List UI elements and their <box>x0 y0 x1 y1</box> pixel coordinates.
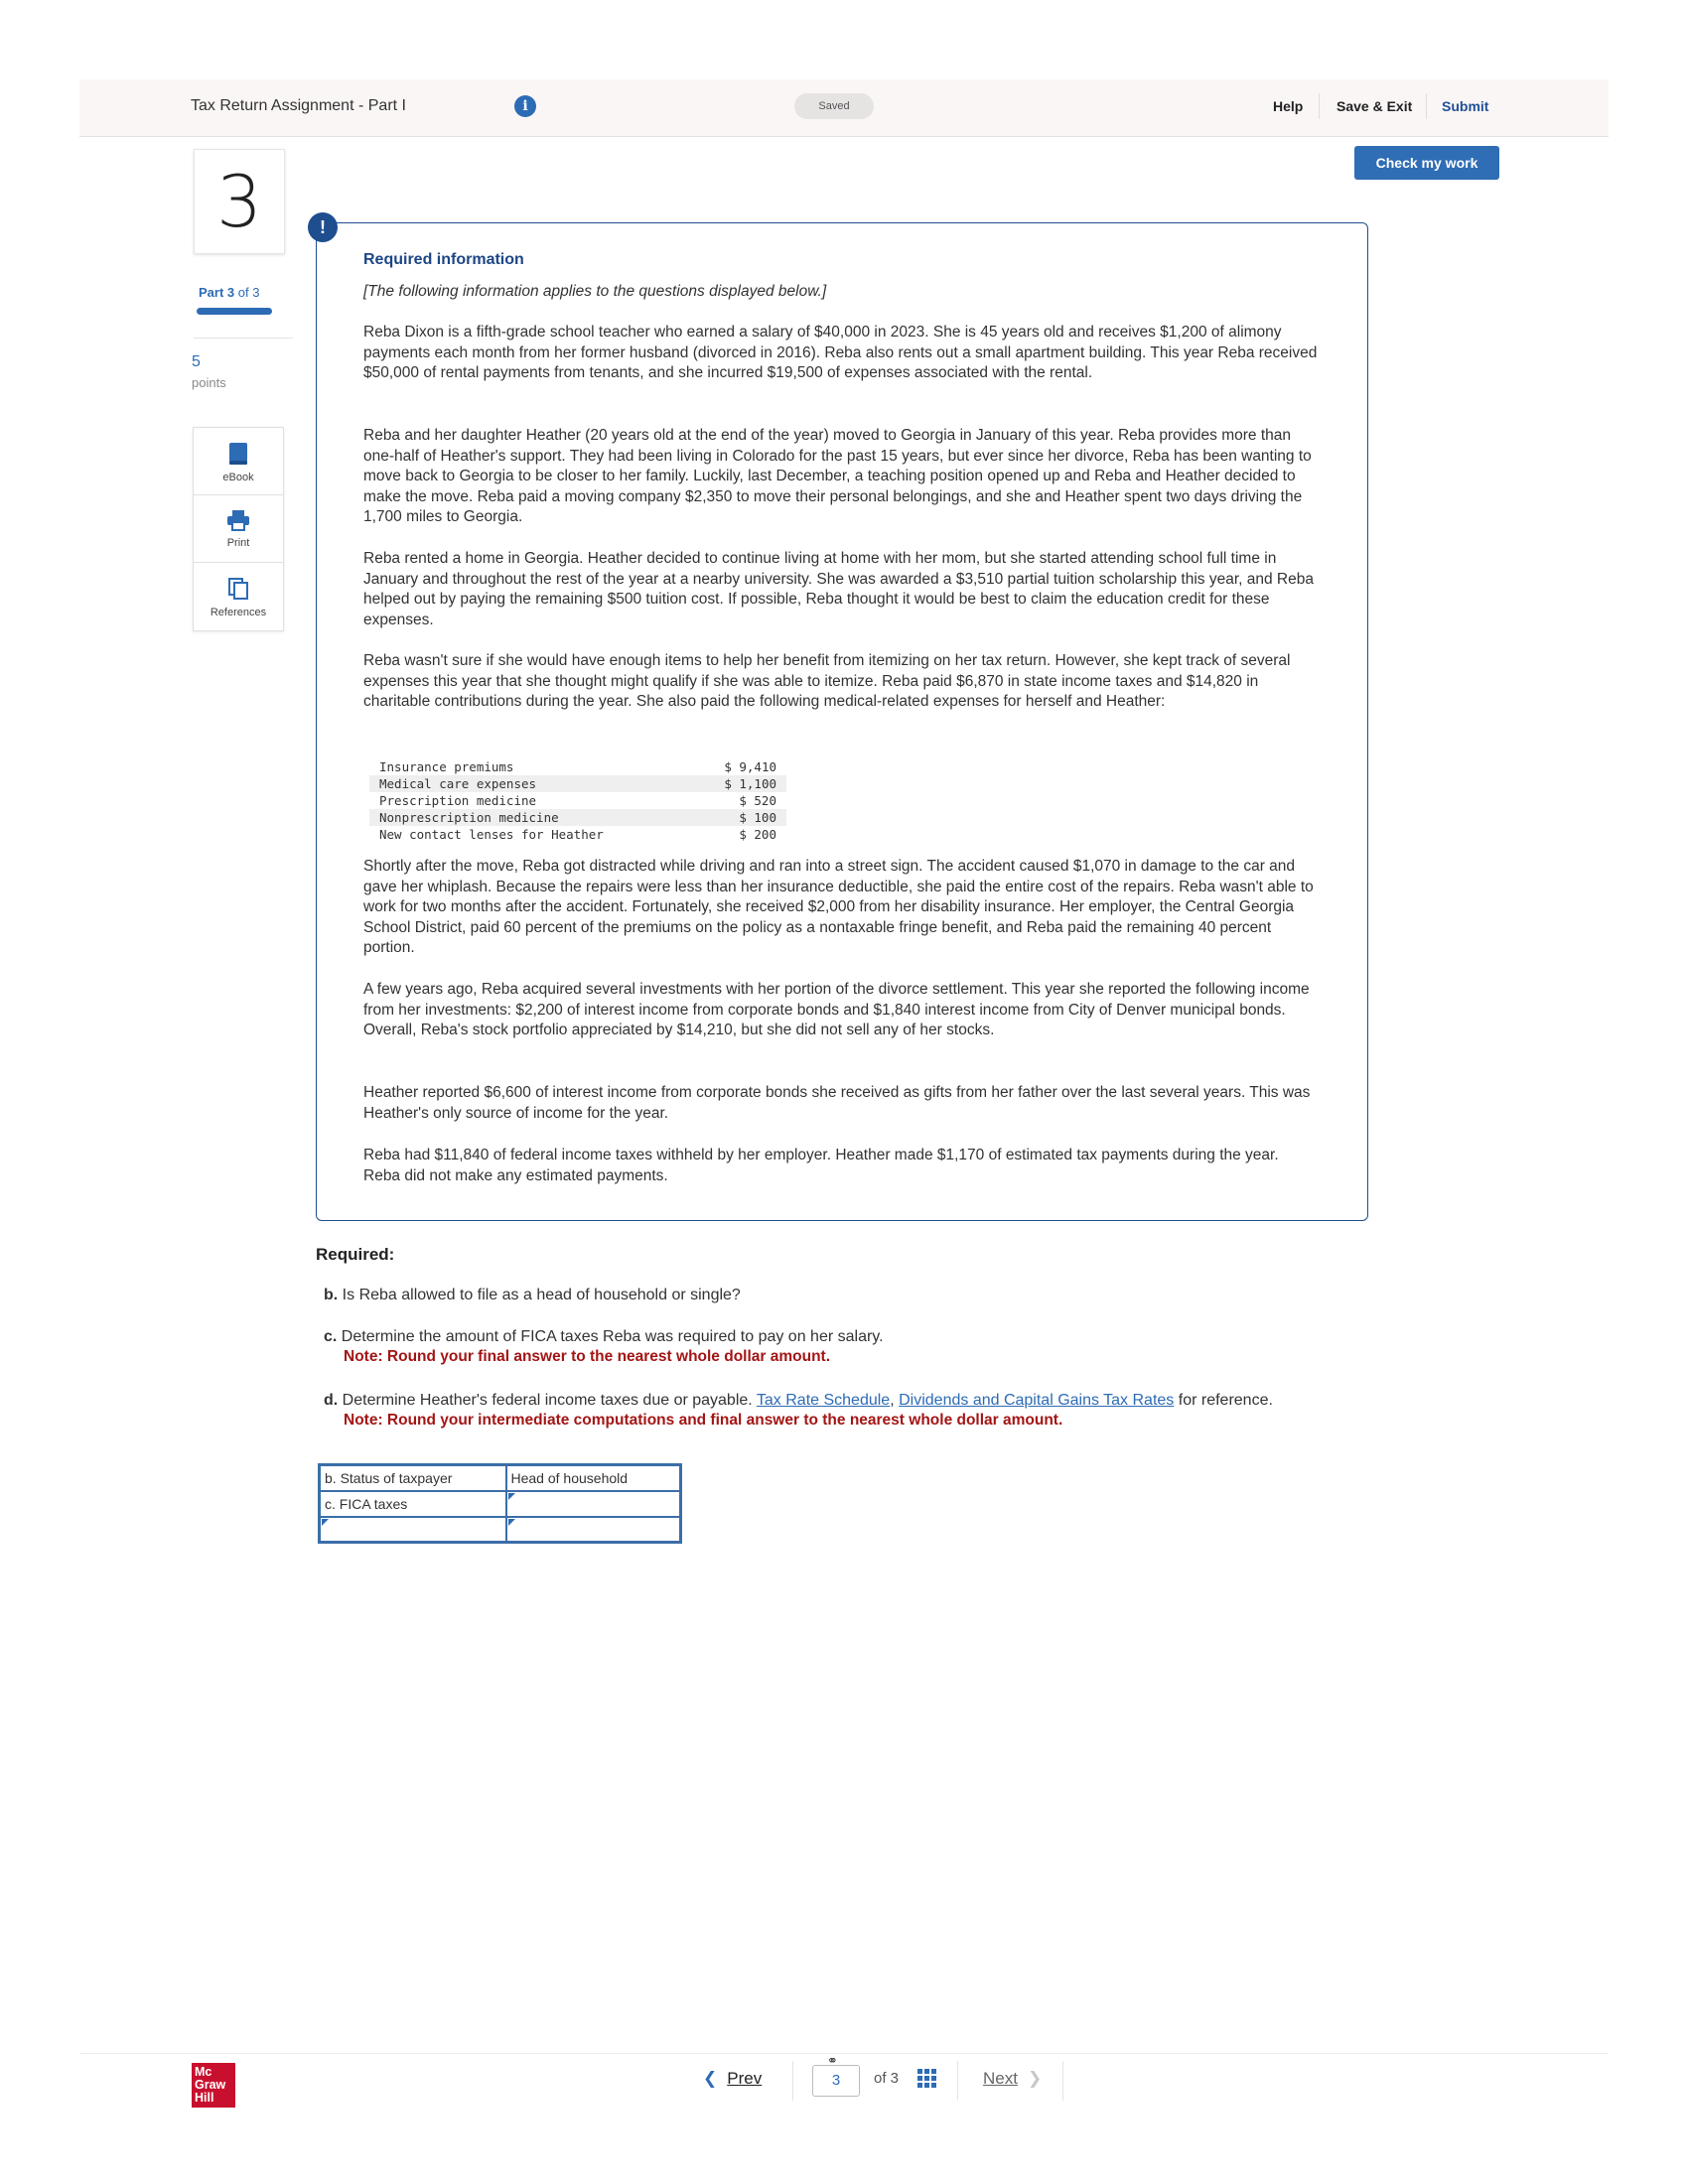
question-text: Determine Heather's federal income taxes due or payable. <box>342 1392 753 1409</box>
required-heading: Required: <box>316 1245 395 1264</box>
print-label: Print <box>226 537 250 549</box>
top-bar <box>79 79 1609 137</box>
expense-item: Nonprescription medicine <box>369 809 677 826</box>
table-row <box>369 809 786 826</box>
answer-label: c. FICA taxes <box>320 1491 506 1517</box>
comma: , <box>890 1392 895 1409</box>
table-row <box>369 758 786 775</box>
points-label: points <box>192 375 226 390</box>
check-my-work-button[interactable]: Check my work <box>1354 146 1499 180</box>
next-button[interactable] <box>983 2069 1042 2089</box>
expense-amount: $ 200 <box>739 827 776 842</box>
question-letter: b. <box>324 1287 339 1303</box>
ebook-button[interactable] <box>194 428 283 495</box>
part-current: 3 <box>226 285 235 300</box>
answer-label-input[interactable] <box>320 1517 506 1543</box>
scenario-paragraph: A few years ago, Reba acquired several investments with her portion of the divorce settlement. This year she reported the following income from her investments: $2,200 of interest income from corporate bonds and $1,840 interest income from City of Denver municipal bonds. Overall, Reba's stock portfolio appreciated by $14,210, but she did not sell any of her stocks. <box>363 981 1310 1038</box>
scenario-paragraph: Heather reported $6,600 of interest income from corporate bonds she received as gifts from her father over the last several years. This was Heather's only source of income for the year. <box>363 1084 1311 1122</box>
prev-label: Prev <box>727 2069 763 2088</box>
scenario-paragraph: Reba wasn't sure if she would have enough items to help her benefit from itemizing on her tax return. However, she kept track of several expenses this year that she thought might qualify if she was able to itemize. Reba paid $6,870 in state income taxes and $14,820 in charitable contributions during the year. She also paid the following medical-related expenses for herself and Heather: <box>363 652 1291 710</box>
grid-icon[interactable] <box>917 2069 937 2089</box>
pager-divider <box>957 2061 958 2101</box>
question-suffix: for reference. <box>1178 1392 1273 1409</box>
printer-icon <box>226 509 250 531</box>
part-indicator <box>199 285 259 300</box>
header-divider <box>1426 93 1427 119</box>
link-icon: ⚭ <box>827 2053 838 2068</box>
tax-rate-schedule-link[interactable]: Tax Rate Schedule <box>756 1392 891 1409</box>
expense-amount: $ 1,100 <box>677 775 786 792</box>
expense-item: Insurance premiums <box>379 759 514 774</box>
status-input[interactable]: Head of household <box>506 1465 681 1491</box>
ebook-label: eBook <box>222 472 254 483</box>
tools-panel <box>193 427 284 631</box>
page-number-input[interactable]: 3 <box>812 2065 860 2097</box>
expense-item: Medical care expenses <box>369 775 677 792</box>
chevron-left-icon: ❮ <box>703 2069 718 2088</box>
logo-line: Hill <box>195 2091 214 2105</box>
input-marker-icon <box>322 1519 329 1526</box>
rounding-note: Note: Round your final answer to the nearest whole dollar amount. <box>344 1348 831 1365</box>
required-information-heading: Required information <box>363 251 524 268</box>
scenario-paragraph: Reba Dixon is a fifth-grade school teacher who earned a salary of $40,000 in 2023. She is 45 years old and receives $1,200 of alimony payments each month from her former husband (divorced in 2016). Reba also rents out a small apartment building. This year Reba received $50,000 of rental payments from tenants, and she incurred $19,500 of expenses associated with the rental. <box>363 324 1318 381</box>
expense-amount: $ 520 <box>739 793 776 808</box>
chevron-right-icon: ❯ <box>1027 2069 1043 2088</box>
assignment-title: Tax Return Assignment - Part I <box>191 97 406 114</box>
question-letter: d. <box>324 1392 339 1409</box>
scenario-paragraph: Shortly after the move, Reba got distracted while driving and ran into a street sign. The accident caused $1,070 in damage to the car and gave her whiplash. Because the repairs were less than her insurance deductible, she paid the entire cost of the repairs. Reba wasn't able to work for two months after the accident. Fortunately, she received $2,000 from her disability insurance. Her employer, the Central Georgia School District, paid 60 percent of the premiums on the policy as a nontaxable fringe benefit, and Reba paid the remaining 40 percent portion. <box>363 858 1314 956</box>
print-button[interactable] <box>194 495 283 563</box>
expense-amount: $ 9,410 <box>724 759 776 774</box>
logo-line: Mc <box>195 2065 212 2079</box>
save-exit-button[interactable]: Save & Exit <box>1336 98 1413 114</box>
prev-button[interactable] <box>703 2069 762 2089</box>
answer-table <box>318 1463 682 1544</box>
answer-value-input[interactable] <box>506 1517 681 1543</box>
part-prefix: Part <box>199 285 224 300</box>
scenario-paragraph: Reba and her daughter Heather (20 years old at the end of the year) moved to Georgia in January of this year. Reba provides more than one-half of Heather's support. They had been living in Colorado for the past 15 years, but ever since her divorce, Reba has been wanting to move back to Georgia to be closer to her family. Luckily, last December, a teaching position opened up and Reba and Heather decided to make the move. Reba paid a moving company $2,350 to move their personal belongings, and she and Heather spent two days driving the 1,700 miles to Georgia. <box>363 427 1312 525</box>
part-total: of 3 <box>237 285 260 300</box>
medical-expenses-table <box>369 758 786 843</box>
help-button[interactable]: Help <box>1273 98 1304 114</box>
points-value: 5 <box>192 353 201 370</box>
scenario-paragraph: Reba rented a home in Georgia. Heather decided to continue living at home with her mom, but she started attending school full time in January and throughout the rest of the year at a nearby university. She was awarded a $3,510 partial tuition scholarship this year, and Reba helped out by paying the remaining $500 tuition cost. If possible, Reba thought it would be best to claim the education credit for these expenses. <box>363 550 1314 628</box>
input-marker-icon <box>508 1519 515 1526</box>
question-b <box>324 1287 741 1304</box>
table-row <box>369 826 786 843</box>
part-progress-bar <box>197 308 272 315</box>
rounding-note: Note: Round your intermediate computations and final answer to the nearest whole dollar amount. <box>344 1412 1063 1429</box>
table-row <box>320 1465 681 1491</box>
pager-divider <box>1062 2061 1063 2101</box>
input-marker-icon <box>508 1493 515 1500</box>
info-icon[interactable]: i <box>514 95 536 117</box>
expense-item: Prescription medicine <box>379 793 537 808</box>
next-label: Next <box>983 2069 1018 2088</box>
rail-divider <box>194 338 293 339</box>
book-icon <box>227 442 249 466</box>
documents-icon <box>227 577 249 601</box>
question-text: Is Reba allowed to file as a head of household or single? <box>342 1287 741 1303</box>
question-text: Determine the amount of FICA taxes Reba was required to pay on her salary. <box>341 1328 884 1345</box>
page-total: of 3 <box>874 2070 900 2087</box>
fica-taxes-input[interactable] <box>506 1491 681 1517</box>
question-d <box>324 1392 1273 1410</box>
table-row <box>369 775 786 792</box>
saved-status-badge: Saved <box>794 93 874 119</box>
expense-item: New contact lenses for Heather <box>379 827 604 842</box>
applies-note: [The following information applies to the questions displayed below.] <box>363 283 827 300</box>
mcgraw-hill-logo <box>192 2063 235 2108</box>
question-letter: c. <box>324 1328 338 1345</box>
alert-icon: ! <box>308 212 338 242</box>
references-button[interactable] <box>194 563 283 630</box>
pager-divider <box>792 2061 793 2101</box>
references-label: References <box>210 607 267 618</box>
table-row <box>320 1517 681 1543</box>
submit-button[interactable]: Submit <box>1442 98 1489 114</box>
logo-line: Graw <box>195 2078 226 2092</box>
pagination <box>685 2053 1082 2109</box>
scenario-paragraph: Reba had $11,840 of federal income taxes withheld by her employer. Heather made $1,170 of estimated tax payments during the year. Reba did not make any estimated payments. <box>363 1147 1279 1184</box>
dividends-capital-gains-link[interactable]: Dividends and Capital Gains Tax Rates <box>899 1392 1175 1409</box>
expense-amount: $ 100 <box>677 809 786 826</box>
table-row <box>369 792 786 809</box>
question-c <box>324 1328 884 1346</box>
header-divider <box>1319 93 1320 119</box>
question-number: 3 <box>194 149 285 254</box>
answer-label: b. Status of taxpayer <box>320 1465 506 1491</box>
table-row <box>320 1491 681 1517</box>
